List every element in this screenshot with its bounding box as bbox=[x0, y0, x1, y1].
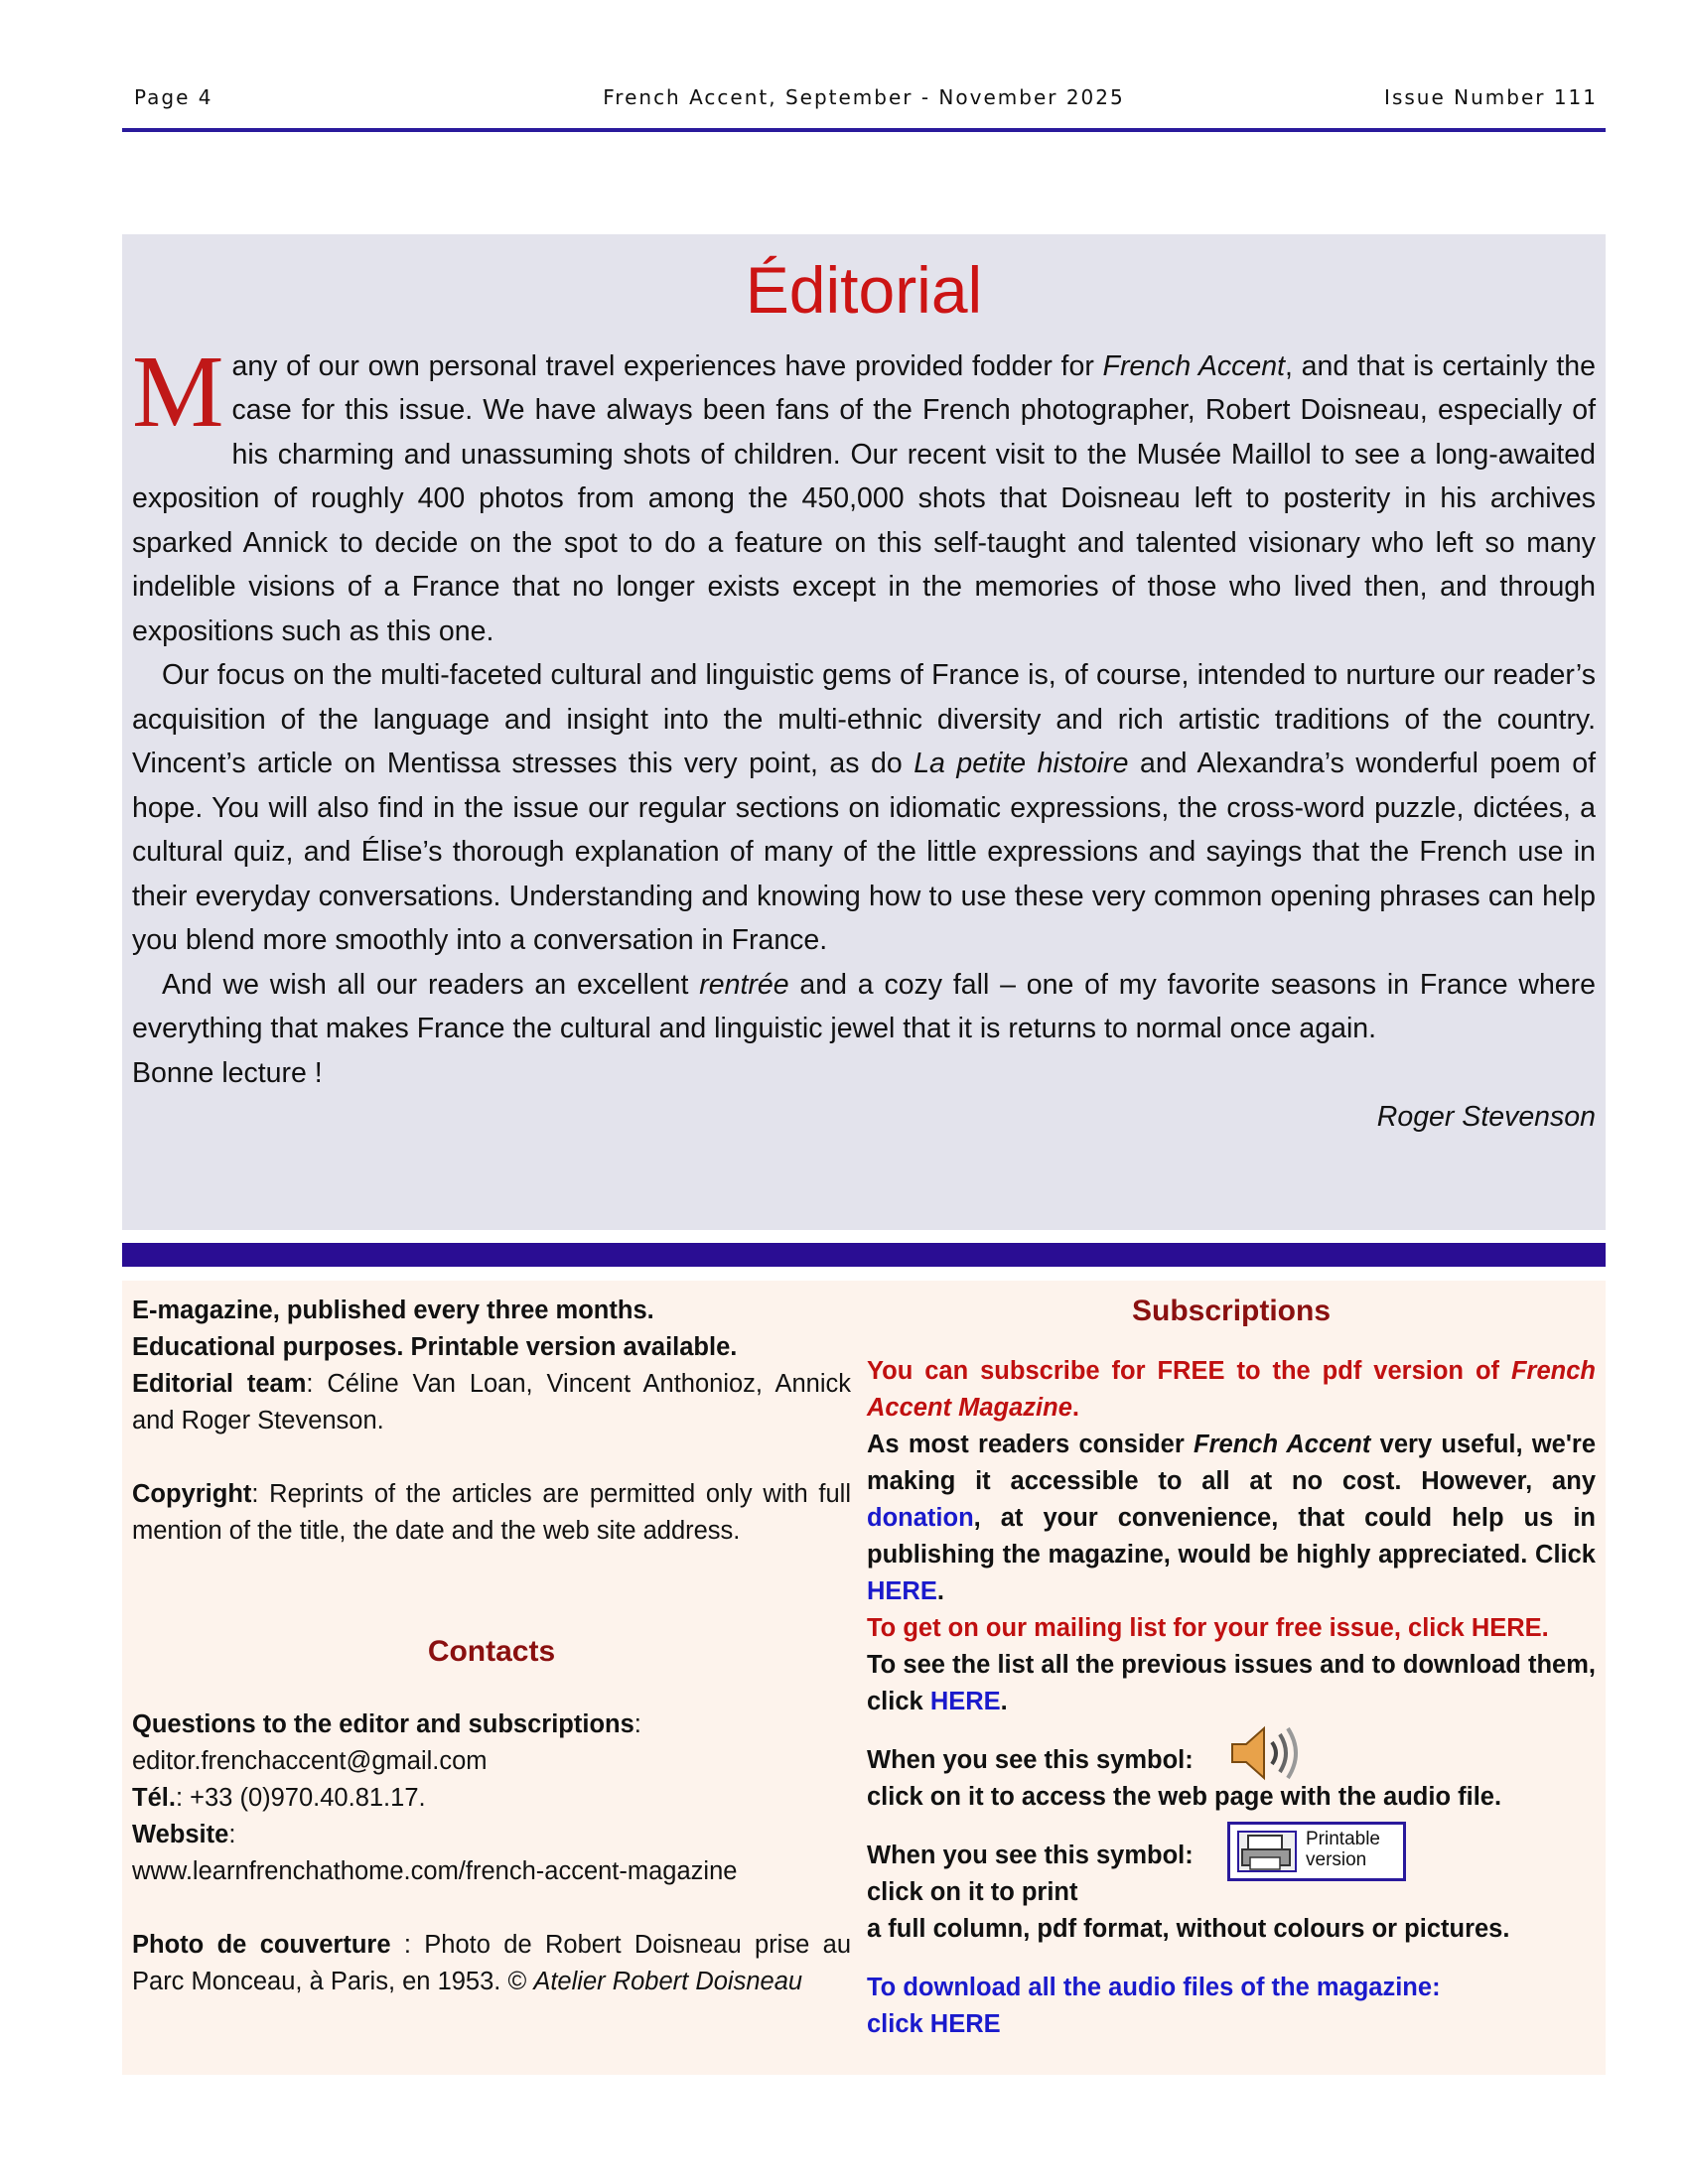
text: and Alexandra’s wonderful poem of hope. You will also find in the issue our regular sections on idiomatic expressions, the cross-word puzzle, dictées, a cultural quiz, and Élise’s thorough explanation of many of the little expressions and sayings that the French use in their everyday conversations. Understanding and knowing how to use these very common opening phrases can help you blend more smoothly into a conversation in France. bbox=[132, 748, 1596, 957]
text: Our focus on the multi-faceted cultural and linguistic gems of France is, of course, intended to nurture our reader’s acquisition of the language and insight into the multi-ethnic diversity and rich artistic traditions of the country. Vincent’s article on Mentissa stresses this very point, as do bbox=[132, 659, 1596, 780]
previous-issues bbox=[867, 1647, 1596, 1720]
text: , and that is certainly the case for this issue. We have always been fans of the French photographer, Robert Doisneau, especially of his charming and unassuming shots of children. Our recent visit to the Musée Maillol to see a long-awaited exposition of roughly 400 photos from among the 450,000 shots that Doisneau left to posterity in his archives sparked Annick to decide on the spot to do a feature on this self-taught and talented visionary who left so many indelible visions of a France that no longer exists except in the memories of those who lived then, and through expositions such as this one. bbox=[132, 349, 1596, 647]
text: To see the list all the previous issues and to download them, click bbox=[867, 1651, 1596, 1715]
info-panel bbox=[122, 1281, 1606, 2075]
issue-number: Issue Number 111 bbox=[1384, 85, 1598, 109]
printer-icon bbox=[1234, 1828, 1300, 1875]
issue-title: French Accent, September - November 2025 bbox=[603, 85, 1125, 109]
mailing-list-link[interactable]: To get on our mailing list for your free issue, click HERE. bbox=[867, 1614, 1549, 1642]
label: Tél. bbox=[132, 1784, 176, 1812]
text: When you see this symbol: bbox=[867, 1746, 1194, 1774]
donation-link[interactable]: donation bbox=[867, 1504, 974, 1532]
print-instruction: click on it to print bbox=[867, 1878, 1078, 1906]
printable-version-label: Printable version bbox=[1306, 1829, 1380, 1870]
questions-label-line bbox=[132, 1706, 851, 1743]
audio-symbol-line bbox=[867, 1742, 1596, 1779]
emphasis: La petite histoire bbox=[914, 748, 1129, 780]
page-number: Page 4 bbox=[134, 85, 213, 109]
text: . bbox=[1071, 1394, 1079, 1422]
editorial-body bbox=[132, 334, 1596, 1140]
website-link[interactable]: www.learnfrenchathome.com/french-accent-magazine bbox=[132, 1857, 738, 1885]
label: Website bbox=[132, 1821, 229, 1848]
colon: : bbox=[633, 1710, 641, 1738]
label: Questions to the editor and subscriptions bbox=[132, 1710, 634, 1738]
emphasis: rentrée bbox=[699, 968, 789, 1001]
purpose-line: Educational purposes. Printable version available. bbox=[132, 1333, 738, 1361]
emphasis: French Accent bbox=[1194, 1431, 1371, 1458]
colon: : bbox=[228, 1821, 236, 1848]
label: Copyright bbox=[132, 1480, 252, 1508]
value: : Reprints of the articles are permitted only with full mention of the title, the date and the web site address. bbox=[132, 1480, 851, 1545]
print-description: a full column, pdf format, without colours or pictures. bbox=[867, 1915, 1510, 1943]
value: : Céline Van Loan, Vincent Anthonioz, Annick and Roger Stevenson. bbox=[132, 1370, 851, 1434]
value: : Photo de Robert Doisneau prise au Parc Monceau, à Paris, en 1953. © bbox=[132, 1931, 852, 1995]
text: . bbox=[1000, 1688, 1008, 1715]
speaker-icon[interactable] bbox=[1226, 1720, 1306, 1786]
subscribe-notice bbox=[867, 1353, 1596, 1427]
text: , at your convenience, that could help us in publishing the magazine, would be highly appreciated. Click bbox=[867, 1504, 1596, 1569]
download-audio-link[interactable]: click HERE bbox=[867, 2010, 1001, 2038]
text: very useful, we're making it accessible to all at no cost. However, any bbox=[867, 1431, 1597, 1495]
phone-line bbox=[132, 1780, 851, 1817]
editorial-team bbox=[132, 1366, 851, 1439]
website-label-line bbox=[132, 1817, 851, 1853]
text: As most readers consider bbox=[867, 1431, 1195, 1458]
frequency-line: E-magazine, published every three months. bbox=[132, 1297, 654, 1324]
section-divider bbox=[122, 1243, 1606, 1267]
signoff: Bonne lecture ! bbox=[132, 1056, 323, 1089]
subscriptions-title: Subscriptions bbox=[1131, 1295, 1332, 1327]
label: Photo de couverture bbox=[132, 1931, 391, 1959]
editorial-box bbox=[122, 234, 1606, 1230]
printable-version-button[interactable] bbox=[1227, 1822, 1406, 1881]
credit: Atelier Robert Doisneau bbox=[533, 1968, 803, 1995]
cover-photo-credit bbox=[132, 1927, 851, 2000]
download-audio-text: To download all the audio files of the magazine: bbox=[867, 1974, 1441, 2001]
masthead-column bbox=[132, 1293, 851, 2000]
previous-issues-here-link[interactable]: HERE bbox=[929, 1688, 1001, 1715]
label: Editorial team bbox=[132, 1370, 307, 1398]
text: You can subscribe for FREE to the pdf version of bbox=[867, 1357, 1511, 1385]
header-rule bbox=[122, 128, 1606, 132]
text: And we wish all our readers an excellent bbox=[162, 968, 700, 1001]
editorial-paragraph-1 bbox=[132, 334, 1596, 654]
text: When you see this symbol: bbox=[867, 1842, 1194, 1869]
drop-cap: M bbox=[132, 334, 224, 449]
text: . bbox=[936, 1577, 944, 1605]
editorial-paragraph-2 bbox=[132, 653, 1596, 963]
audio-instruction: click on it to access the web page with the audio file. bbox=[867, 1783, 1502, 1811]
page-header bbox=[122, 79, 1606, 127]
contacts-title: Contacts bbox=[427, 1635, 556, 1668]
author: Roger Stevenson bbox=[1376, 1101, 1596, 1134]
value: : +33 (0)970.40.81.17. bbox=[175, 1784, 426, 1812]
text: and a cozy fall – one of my favorite seasons in France where everything that makes France the cultural and linguistic jewel that it is returns to normal once again. bbox=[132, 968, 1596, 1045]
editorial-paragraph-3 bbox=[132, 963, 1596, 1051]
donation-here-link[interactable]: HERE bbox=[867, 1577, 937, 1605]
subscriptions-column bbox=[867, 1293, 1596, 2043]
email-link[interactable]: editor.frenchaccent@gmail.com bbox=[132, 1747, 488, 1775]
print-symbol-line bbox=[867, 1829, 1596, 1874]
donation-notice bbox=[867, 1427, 1596, 1610]
editorial-title: Éditorial bbox=[745, 253, 983, 327]
emphasis: French Accent bbox=[1102, 349, 1286, 382]
copyright-notice bbox=[132, 1476, 851, 1550]
text: any of our own personal travel experiences have provided fodder for bbox=[231, 349, 1103, 382]
emphasis: French Accent Magazine bbox=[867, 1357, 1596, 1422]
